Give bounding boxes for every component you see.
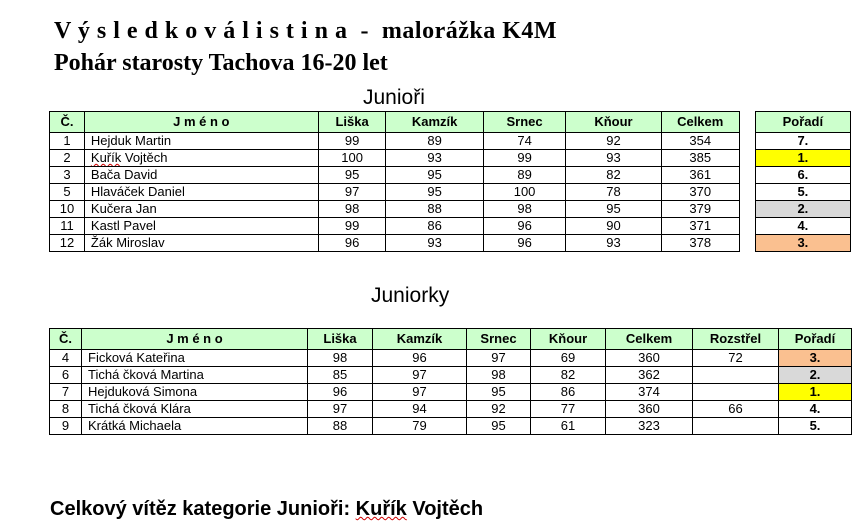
cell-celkem: 379 — [661, 201, 739, 218]
cell-rozstrel — [693, 384, 779, 401]
document-title: V ý s l e d k o v á l i s t i n a - malorážka K4M — [54, 18, 558, 44]
cell-srnec: 89 — [483, 167, 566, 184]
cell-poradi: 4. — [755, 218, 850, 235]
overall-winner — [50, 498, 483, 521]
winner-surname: Kuřík — [355, 498, 407, 520]
cell-knour: 92 — [566, 133, 661, 150]
cell-celkem: 360 — [606, 350, 693, 367]
column-header: Liška — [318, 112, 386, 133]
cell-srnec: 98 — [467, 367, 531, 384]
document-subtitle: Pohár starosty Tachova 16-20 let — [54, 50, 388, 76]
cell-knour: 93 — [566, 235, 661, 252]
cell-poradi: 3. — [779, 350, 852, 367]
cell-name: Žák Miroslav — [84, 235, 318, 252]
column-header: J m é n o — [82, 329, 308, 350]
cell-name: Bača David — [84, 167, 318, 184]
cell-srnec: 95 — [467, 418, 531, 435]
cell-srnec: 99 — [483, 150, 566, 167]
cell-celkem: 374 — [606, 384, 693, 401]
cell-liska: 95 — [318, 167, 386, 184]
cell-no: 4 — [50, 350, 82, 367]
cell-no: 10 — [50, 201, 85, 218]
cell-srnec: 97 — [467, 350, 531, 367]
column-header: Č. — [50, 112, 85, 133]
column-header: Kňour — [566, 112, 661, 133]
column-header: Celkem — [606, 329, 693, 350]
cell-poradi: 2. — [779, 367, 852, 384]
cell-poradi: 1. — [755, 150, 850, 167]
cell-rozstrel: 72 — [693, 350, 779, 367]
cell-poradi: 6. — [755, 167, 850, 184]
cell-spacer — [739, 218, 755, 235]
cell-kamzik: 94 — [373, 401, 467, 418]
cell-kamzik: 89 — [386, 133, 483, 150]
table-row — [50, 367, 852, 384]
cell-srnec: 92 — [467, 401, 531, 418]
cell-knour: 78 — [566, 184, 661, 201]
column-header: Kňour — [531, 329, 606, 350]
cell-celkem: 370 — [661, 184, 739, 201]
cell-liska: 97 — [308, 401, 373, 418]
cell-name: Tichá čková Martina — [82, 367, 308, 384]
cell-kamzik: 96 — [373, 350, 467, 367]
cell-poradi: 5. — [779, 418, 852, 435]
cell-no: 1 — [50, 133, 85, 150]
column-header: J m é n o — [84, 112, 318, 133]
cell-celkem: 323 — [606, 418, 693, 435]
cell-no: 12 — [50, 235, 85, 252]
winner-firstname: Vojtěch — [406, 498, 484, 520]
cell-kamzik: 93 — [386, 235, 483, 252]
cell-liska: 99 — [318, 218, 386, 235]
column-header: Celkem — [661, 112, 739, 133]
cell-poradi: 5. — [755, 184, 850, 201]
cell-kamzik: 86 — [386, 218, 483, 235]
column-header: Srnec — [483, 112, 566, 133]
cell-poradi: 4. — [779, 401, 852, 418]
cell-kamzik: 97 — [373, 384, 467, 401]
cell-poradi: 2. — [755, 201, 850, 218]
table-row — [50, 150, 851, 167]
cell-spacer — [739, 167, 755, 184]
juniors-heading: Junioři — [363, 86, 425, 109]
cell-knour: 69 — [531, 350, 606, 367]
cell-celkem: 371 — [661, 218, 739, 235]
column-header: Č. — [50, 329, 82, 350]
cell-name: Kastl Pavel — [84, 218, 318, 235]
table-row — [50, 350, 852, 367]
cell-no: 3 — [50, 167, 85, 184]
cell-kamzik: 88 — [386, 201, 483, 218]
table-row — [50, 167, 851, 184]
cell-celkem: 361 — [661, 167, 739, 184]
column-header — [739, 112, 755, 133]
table-row — [50, 133, 851, 150]
cell-liska: 96 — [308, 384, 373, 401]
cell-name: Hejduk Martin — [84, 133, 318, 150]
cell-poradi: 7. — [755, 133, 850, 150]
table-row — [50, 235, 851, 252]
cell-spacer — [739, 150, 755, 167]
cell-name: Hlaváček Daniel — [84, 184, 318, 201]
cell-poradi: 3. — [755, 235, 850, 252]
cell-name: Krátká Michaela — [82, 418, 308, 435]
cell-no: 2 — [50, 150, 85, 167]
table-row — [50, 384, 852, 401]
juniorky-table — [49, 328, 852, 435]
cell-liska: 88 — [308, 418, 373, 435]
cell-no: 11 — [50, 218, 85, 235]
cell-celkem: 360 — [606, 401, 693, 418]
cell-spacer — [739, 184, 755, 201]
cell-spacer — [739, 201, 755, 218]
cell-no: 9 — [50, 418, 82, 435]
cell-celkem: 354 — [661, 133, 739, 150]
cell-liska: 98 — [308, 350, 373, 367]
cell-srnec: 98 — [483, 201, 566, 218]
column-header: Kamzík — [373, 329, 467, 350]
column-header: Rozstřel — [693, 329, 779, 350]
cell-srnec: 100 — [483, 184, 566, 201]
cell-celkem: 362 — [606, 367, 693, 384]
cell-knour: 82 — [566, 167, 661, 184]
cell-spacer — [739, 133, 755, 150]
cell-kamzik: 97 — [373, 367, 467, 384]
cell-knour: 90 — [566, 218, 661, 235]
cell-liska: 96 — [318, 235, 386, 252]
table-row — [50, 418, 852, 435]
cell-knour: 82 — [531, 367, 606, 384]
cell-knour: 77 — [531, 401, 606, 418]
cell-rozstrel — [693, 418, 779, 435]
cell-name: Kuřík Vojtěch — [84, 150, 318, 167]
cell-celkem: 385 — [661, 150, 739, 167]
winner-prefix: Celkový vítěz kategorie Junioři: — [50, 498, 356, 520]
cell-liska: 85 — [308, 367, 373, 384]
column-header: Pořadí — [755, 112, 850, 133]
cell-kamzik: 95 — [386, 184, 483, 201]
table-row — [50, 201, 851, 218]
cell-name: Hejduková Simona — [82, 384, 308, 401]
cell-srnec: 74 — [483, 133, 566, 150]
cell-no: 7 — [50, 384, 82, 401]
cell-name: Kučera Jan — [84, 201, 318, 218]
cell-no: 8 — [50, 401, 82, 418]
cell-knour: 95 — [566, 201, 661, 218]
cell-srnec: 95 — [467, 384, 531, 401]
cell-celkem: 378 — [661, 235, 739, 252]
column-header: Srnec — [467, 329, 531, 350]
cell-kamzik: 95 — [386, 167, 483, 184]
cell-srnec: 96 — [483, 235, 566, 252]
cell-knour: 93 — [566, 150, 661, 167]
cell-spacer — [739, 235, 755, 252]
table-row — [50, 184, 851, 201]
cell-liska: 98 — [318, 201, 386, 218]
column-header: Kamzík — [386, 112, 483, 133]
cell-liska: 100 — [318, 150, 386, 167]
column-header: Pořadí — [779, 329, 852, 350]
cell-no: 5 — [50, 184, 85, 201]
cell-knour: 86 — [531, 384, 606, 401]
cell-name: Ficková Kateřina — [82, 350, 308, 367]
cell-poradi: 1. — [779, 384, 852, 401]
table-row — [50, 218, 851, 235]
cell-knour: 61 — [531, 418, 606, 435]
cell-liska: 97 — [318, 184, 386, 201]
cell-srnec: 96 — [483, 218, 566, 235]
cell-liska: 99 — [318, 133, 386, 150]
cell-no: 6 — [50, 367, 82, 384]
column-header: Liška — [308, 329, 373, 350]
misspelled-word: Kuřík — [90, 150, 122, 165]
cell-rozstrel: 66 — [693, 401, 779, 418]
juniorky-heading: Juniorky — [371, 284, 450, 307]
cell-rozstrel — [693, 367, 779, 384]
cell-kamzik: 93 — [386, 150, 483, 167]
cell-kamzik: 79 — [373, 418, 467, 435]
cell-name: Tichá čková Klára — [82, 401, 308, 418]
juniors-table — [49, 111, 851, 252]
table-row — [50, 401, 852, 418]
